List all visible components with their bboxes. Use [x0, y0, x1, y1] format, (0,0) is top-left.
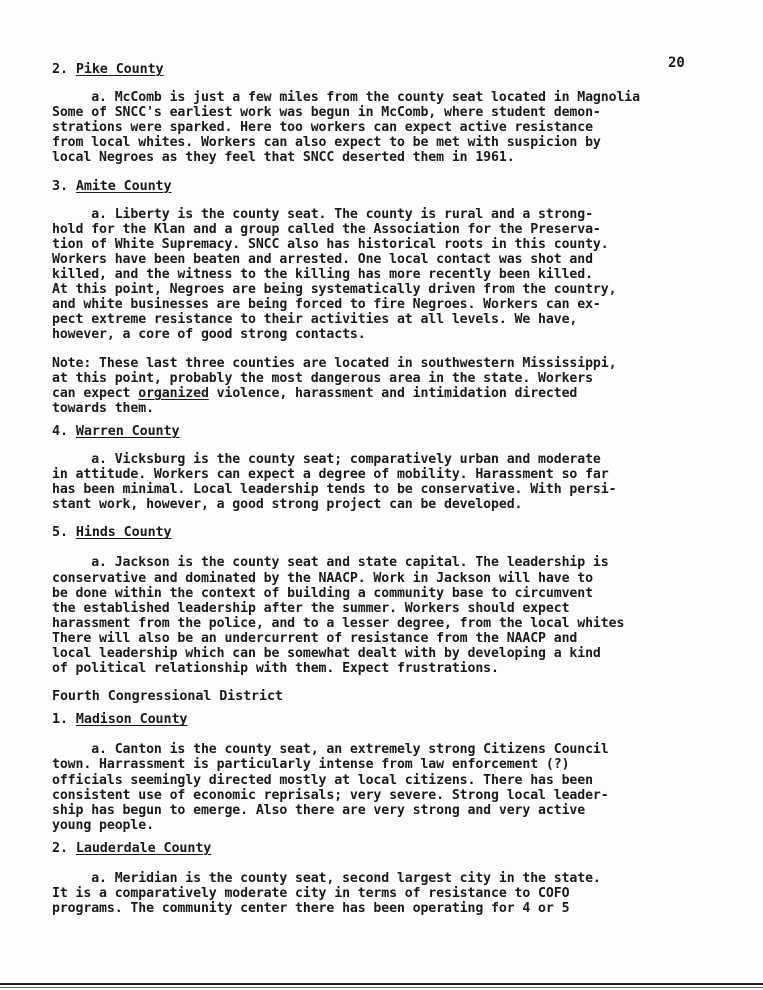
section-number: 4.	[52, 423, 68, 439]
document-body	[52, 62, 702, 916]
text-line: harassment from the police, and to a lesser degree, from the local whites	[52, 615, 625, 631]
text-line: towards them.	[52, 400, 154, 416]
text-line: a. Liberty is the county seat. The county is rural and a strong-	[52, 206, 593, 222]
text-line: from local whites. Workers can also expect to be met with suspicion by	[52, 135, 601, 151]
section-body-hinds-county	[52, 555, 702, 676]
text-line: however, a core of good strong contacts.	[52, 327, 366, 343]
section-number: 5.	[52, 525, 68, 541]
text-line: local leadership which can be somewhat dealt with by developing a kind	[52, 646, 601, 661]
section-heading-lauderdale-county	[52, 841, 702, 856]
text-line: Note: These last three counties are located in southwestern Mississippi,	[52, 355, 617, 371]
section-body-warren-county	[52, 452, 702, 512]
page-bottom-edge-shadow	[0, 987, 763, 988]
text-line: can expect organized violence, harassment and intimidation directed	[52, 385, 578, 401]
text-line: in attitude. Workers can expect a degree of mobility. Harassment so far	[52, 467, 609, 483]
text-line: stant work, however, a good strong project can be developed.	[52, 497, 523, 513]
section-number: 1.	[52, 712, 68, 728]
text-line: of political relationship with them. Expect frustrations.	[52, 661, 499, 677]
section-title: Pike County	[75, 62, 164, 77]
section-title: Lauderdale County	[75, 840, 212, 856]
section-heading-hinds-county	[52, 525, 702, 540]
text-line: local Negroes as they feel that SNCC deserted them in 1961.	[52, 150, 515, 166]
text-line: programs. The community center there has been operating for 4 or 5	[52, 901, 570, 917]
district-heading: Fourth Congressional District	[52, 689, 283, 705]
section-title: Warren County	[75, 423, 180, 439]
text-line: a. McComb is just a few miles from the county seat located in Magnolia	[52, 90, 640, 106]
section-title: Amite County	[75, 178, 172, 194]
section-number: 2.	[52, 62, 68, 77]
text-line: conservative and dominated by the NAACP. Work in Jackson will have to	[52, 570, 593, 586]
text-line: hold for the Klan and a group called the Association for the Preserva-	[52, 221, 601, 237]
text-line: It is a comparatively moderate city in terms of resistance to COFO	[52, 886, 570, 902]
text-line: a. Jackson is the county seat and state capital. The leadership is	[52, 555, 609, 571]
text-line: at this point, probably the most dangerous area in the state. Workers	[52, 370, 593, 386]
note-paragraph	[52, 356, 702, 416]
text-line: Some of SNCC's earliest work was begun in McComb, where student demon-	[52, 105, 601, 121]
section-title: Hinds County	[75, 525, 172, 541]
text-line: At this point, Negroes are being systematically driven from the country,	[52, 282, 617, 298]
section-body-lauderdale-county	[52, 871, 702, 916]
underlined-word: organized	[138, 385, 209, 401]
section-heading-madison-county	[52, 712, 702, 727]
text-line: ship has begun to emerge. Also there are very strong and very active	[52, 802, 586, 818]
section-title: Madison County	[75, 712, 188, 728]
section-number: 3.	[52, 178, 68, 194]
text-line: killed, and the witness to the killing has more recently been killed.	[52, 267, 593, 283]
text-line: a. Canton is the county seat, an extremely strong Citizens Council	[52, 742, 609, 758]
page-number: 20	[668, 55, 685, 71]
text-line: officials seemingly directed mostly at local citizens. There has been	[52, 772, 593, 788]
section-heading-pike-county	[52, 62, 702, 77]
section-body-pike-county	[52, 90, 702, 165]
text-line: There will also be an undercurrent of resistance from the NAACP and	[52, 630, 578, 646]
text-line: the established leadership after the summer. Workers should expect	[52, 600, 570, 616]
text-line: a. Meridian is the county seat, second largest city in the state.	[52, 871, 601, 887]
text-line: be done within the context of building a community base to circumvent	[52, 585, 593, 601]
section-heading-warren-county	[52, 424, 702, 439]
text-line: and white businesses are being forced to fire Negroes. Workers can ex-	[52, 297, 601, 313]
text-line: town. Harrassment is particularly intense from law enforcement (?)	[52, 757, 570, 773]
text-line: a. Vicksburg is the county seat; comparatively urban and moderate	[52, 451, 601, 467]
text-line: young people.	[52, 817, 154, 833]
section-heading-amite-county	[52, 179, 702, 194]
text-line: tion of White Supremacy. SNCC also has historical roots in this county.	[52, 236, 609, 252]
text-line: consistent use of economic reprisals; very severe. Strong local leader-	[52, 787, 609, 803]
text-line: Workers have been beaten and arrested. One local contact was shot and	[52, 251, 593, 267]
text-line: has been minimal. Local leadership tends to be conservative. With persi-	[52, 482, 617, 498]
text-line: pect extreme resistance to their activities at all levels. We have,	[52, 312, 578, 328]
section-number: 2.	[52, 840, 68, 856]
text-line: strations were sparked. Here too workers can expect active resistance	[52, 120, 593, 136]
page-bottom-edge	[0, 983, 763, 985]
section-body-madison-county	[52, 742, 702, 833]
section-body-amite-county	[52, 207, 702, 343]
